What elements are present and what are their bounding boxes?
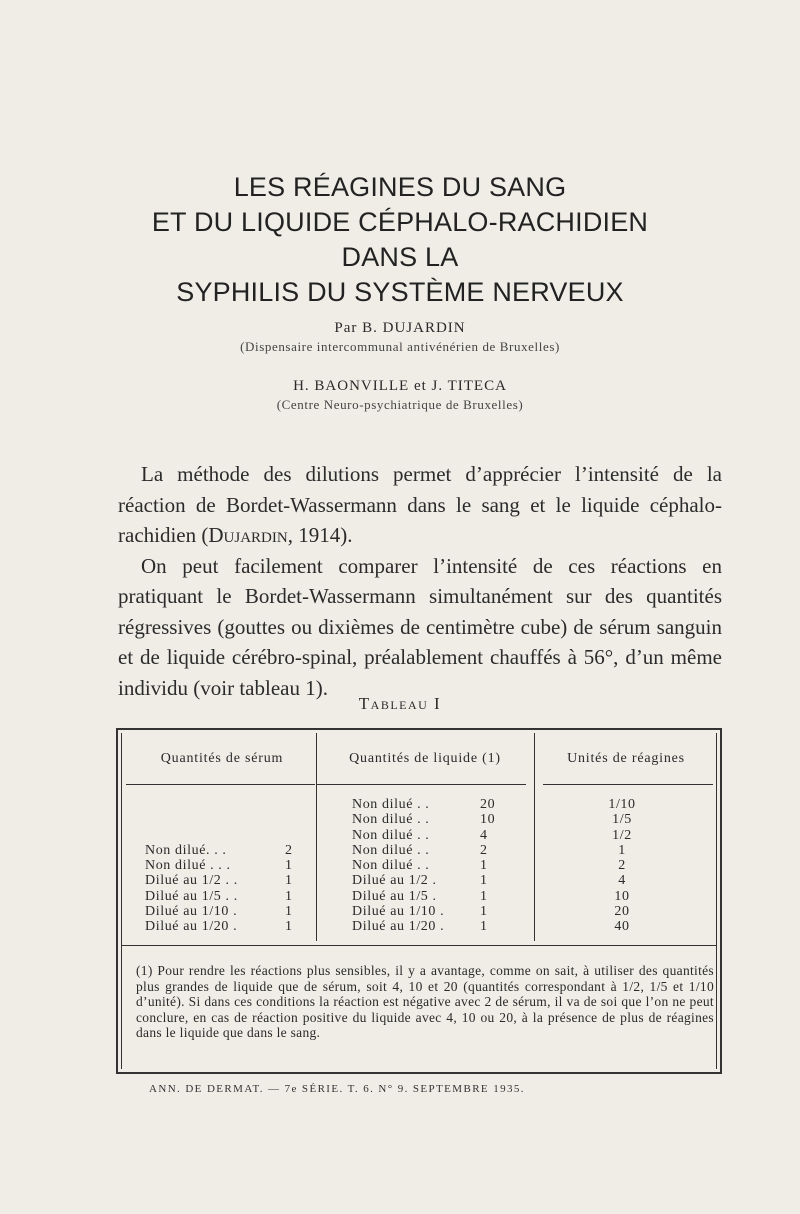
liquide-label: Non dilué . . bbox=[352, 797, 430, 812]
reagines-table bbox=[116, 728, 722, 1074]
serum-label: Dilué au 1/2 . . bbox=[145, 873, 238, 889]
table-footnote: (1) Pour rendre les réactions plus sensibles, il y a avantage, comme on sait, à utiliser des quantités plus grandes de liquide que de sérum, soit 4, 10 et 20 (quantités correspondant à 1/2, 1/5 et 1/10 d’unité). Si dans ces conditions la réaction est négative avec 2 de sérum, il va de soi que l’on ne peut conclure, en cas de réaction positive du liquide avec 4, 10 ou 20, à la présence de plus de réagines dans le liquide que dans le sang. bbox=[136, 963, 714, 1040]
units-column bbox=[572, 797, 672, 935]
units-value: 2 bbox=[618, 858, 626, 874]
liquide-label: Dilué au 1/2 . bbox=[352, 873, 437, 889]
title-line: SYPHILIS DU SYSTÈME NERVEUX bbox=[176, 277, 624, 307]
article-title bbox=[0, 170, 800, 310]
table-row bbox=[352, 873, 517, 888]
table-row bbox=[352, 843, 517, 858]
serum-value: 2 bbox=[285, 842, 293, 858]
table-row bbox=[145, 873, 310, 888]
note-rule bbox=[122, 945, 716, 946]
table-row bbox=[352, 797, 517, 812]
second-authors: H. BAONVILLE et J. TITECA bbox=[293, 378, 507, 394]
liquide-label: Non dilué . . bbox=[352, 858, 430, 874]
paragraph-1 bbox=[118, 459, 722, 551]
liquide-label: Non dilué . . bbox=[352, 842, 430, 858]
column-divider bbox=[316, 733, 317, 941]
units-value: 1/2 bbox=[612, 827, 632, 843]
header-rule bbox=[317, 784, 526, 785]
liquide-value: 1 bbox=[480, 888, 488, 904]
table-row bbox=[145, 904, 310, 919]
serum-value: 1 bbox=[285, 904, 293, 920]
units-value: 10 bbox=[614, 888, 630, 904]
paragraph-2: On peut facilement comparer l’intensité de ces réactions en pratiquant le Bordet-Wassermann simultanément sur des quantités régressives (gouttes ou dixièmes de centimètre cube) de sérum sanguin et de liquide cérébro-spinal, préalablement chauffés à 56°, d’un même individu (voir tableau 1). bbox=[118, 553, 722, 700]
serum-value: 1 bbox=[285, 888, 293, 904]
liquide-label: Dilué au 1/10 . bbox=[352, 904, 445, 920]
header-rule bbox=[543, 784, 713, 785]
table-row bbox=[352, 889, 517, 904]
liquide-value: 1 bbox=[480, 873, 488, 889]
first-author: Par B. DUJARDIN bbox=[334, 320, 466, 336]
units-value: 1 bbox=[618, 842, 626, 858]
table-row bbox=[145, 812, 310, 827]
table-row bbox=[145, 858, 310, 873]
header-serum: Quantités de sérum bbox=[160, 751, 284, 766]
journal-footer: ANN. DE DERMAT. — 7e SÉRIE. T. 6. N° 9. SEPTEMBRE 1935. bbox=[149, 1083, 525, 1095]
title-line: ET DU LIQUIDE CÉPHALO-RACHIDIEN bbox=[151, 207, 649, 237]
serum-value: 1 bbox=[285, 873, 293, 889]
liquide-value: 20 bbox=[480, 797, 496, 812]
title-line: LES RÉAGINES DU SANG bbox=[233, 172, 567, 202]
table-row bbox=[352, 858, 517, 873]
citation-year: , 1914). bbox=[287, 523, 353, 547]
serum-value: 1 bbox=[285, 858, 293, 874]
units-value: 40 bbox=[614, 919, 630, 935]
serum-value: 1 bbox=[285, 919, 293, 935]
table-caption: Tableau I bbox=[358, 694, 442, 713]
serum-label: Non dilué . . . bbox=[145, 858, 231, 874]
liquide-value: 10 bbox=[480, 812, 496, 828]
liquide-value: 1 bbox=[480, 919, 488, 935]
citation-author: Dujardin bbox=[208, 523, 288, 547]
serum-label: Dilué au 1/10 . bbox=[145, 904, 238, 920]
table-row bbox=[352, 919, 517, 934]
liquide-column bbox=[352, 797, 517, 935]
first-affiliation: (Dispensaire intercommunal antivénérien de Bruxelles) bbox=[240, 339, 560, 354]
table-inner-frame bbox=[121, 733, 717, 1069]
table-row bbox=[145, 919, 310, 934]
title-line: DANS LA bbox=[341, 242, 459, 272]
serum-column bbox=[145, 797, 310, 935]
units-value: 20 bbox=[614, 904, 630, 920]
body-text bbox=[118, 459, 722, 703]
liquide-label: Non dilué . . bbox=[352, 812, 430, 828]
units-value: 4 bbox=[618, 873, 626, 889]
liquide-value: 1 bbox=[480, 904, 488, 920]
table-row bbox=[145, 797, 310, 812]
table-row bbox=[145, 843, 310, 858]
paragraph-1-text: La méthode des dilutions permet d’apprécier l’intensité de la réaction de Bordet-Wassermann dans le sang et le liquide céphalo-rachidien ( bbox=[118, 462, 722, 547]
serum-label: Dilué au 1/20 . bbox=[145, 919, 238, 935]
header-liquide: Quantités de liquide (1) bbox=[349, 751, 501, 766]
liquide-label: Non dilué . . bbox=[352, 827, 430, 843]
liquide-value: 2 bbox=[480, 842, 488, 858]
column-divider bbox=[534, 733, 535, 941]
table-row bbox=[352, 812, 517, 827]
header-rule bbox=[126, 784, 315, 785]
units-value: 1/10 bbox=[608, 797, 636, 812]
header-units: Unités de réagines bbox=[567, 751, 685, 766]
second-affiliation: (Centre Neuro-psychiatrique de Bruxelles) bbox=[276, 397, 524, 412]
liquide-label: Dilué au 1/20 . bbox=[352, 919, 445, 935]
serum-label: Non dilué. . . bbox=[145, 842, 227, 858]
table-row bbox=[352, 904, 517, 919]
liquide-value: 1 bbox=[480, 858, 488, 874]
author-block bbox=[0, 318, 800, 414]
units-value: 1/5 bbox=[612, 812, 632, 828]
serum-label: Dilué au 1/5 . . bbox=[145, 888, 238, 904]
liquide-value: 4 bbox=[480, 827, 488, 843]
table-row bbox=[145, 889, 310, 904]
liquide-label: Dilué au 1/5 . bbox=[352, 888, 437, 904]
table-row bbox=[145, 828, 310, 843]
table-row bbox=[352, 828, 517, 843]
